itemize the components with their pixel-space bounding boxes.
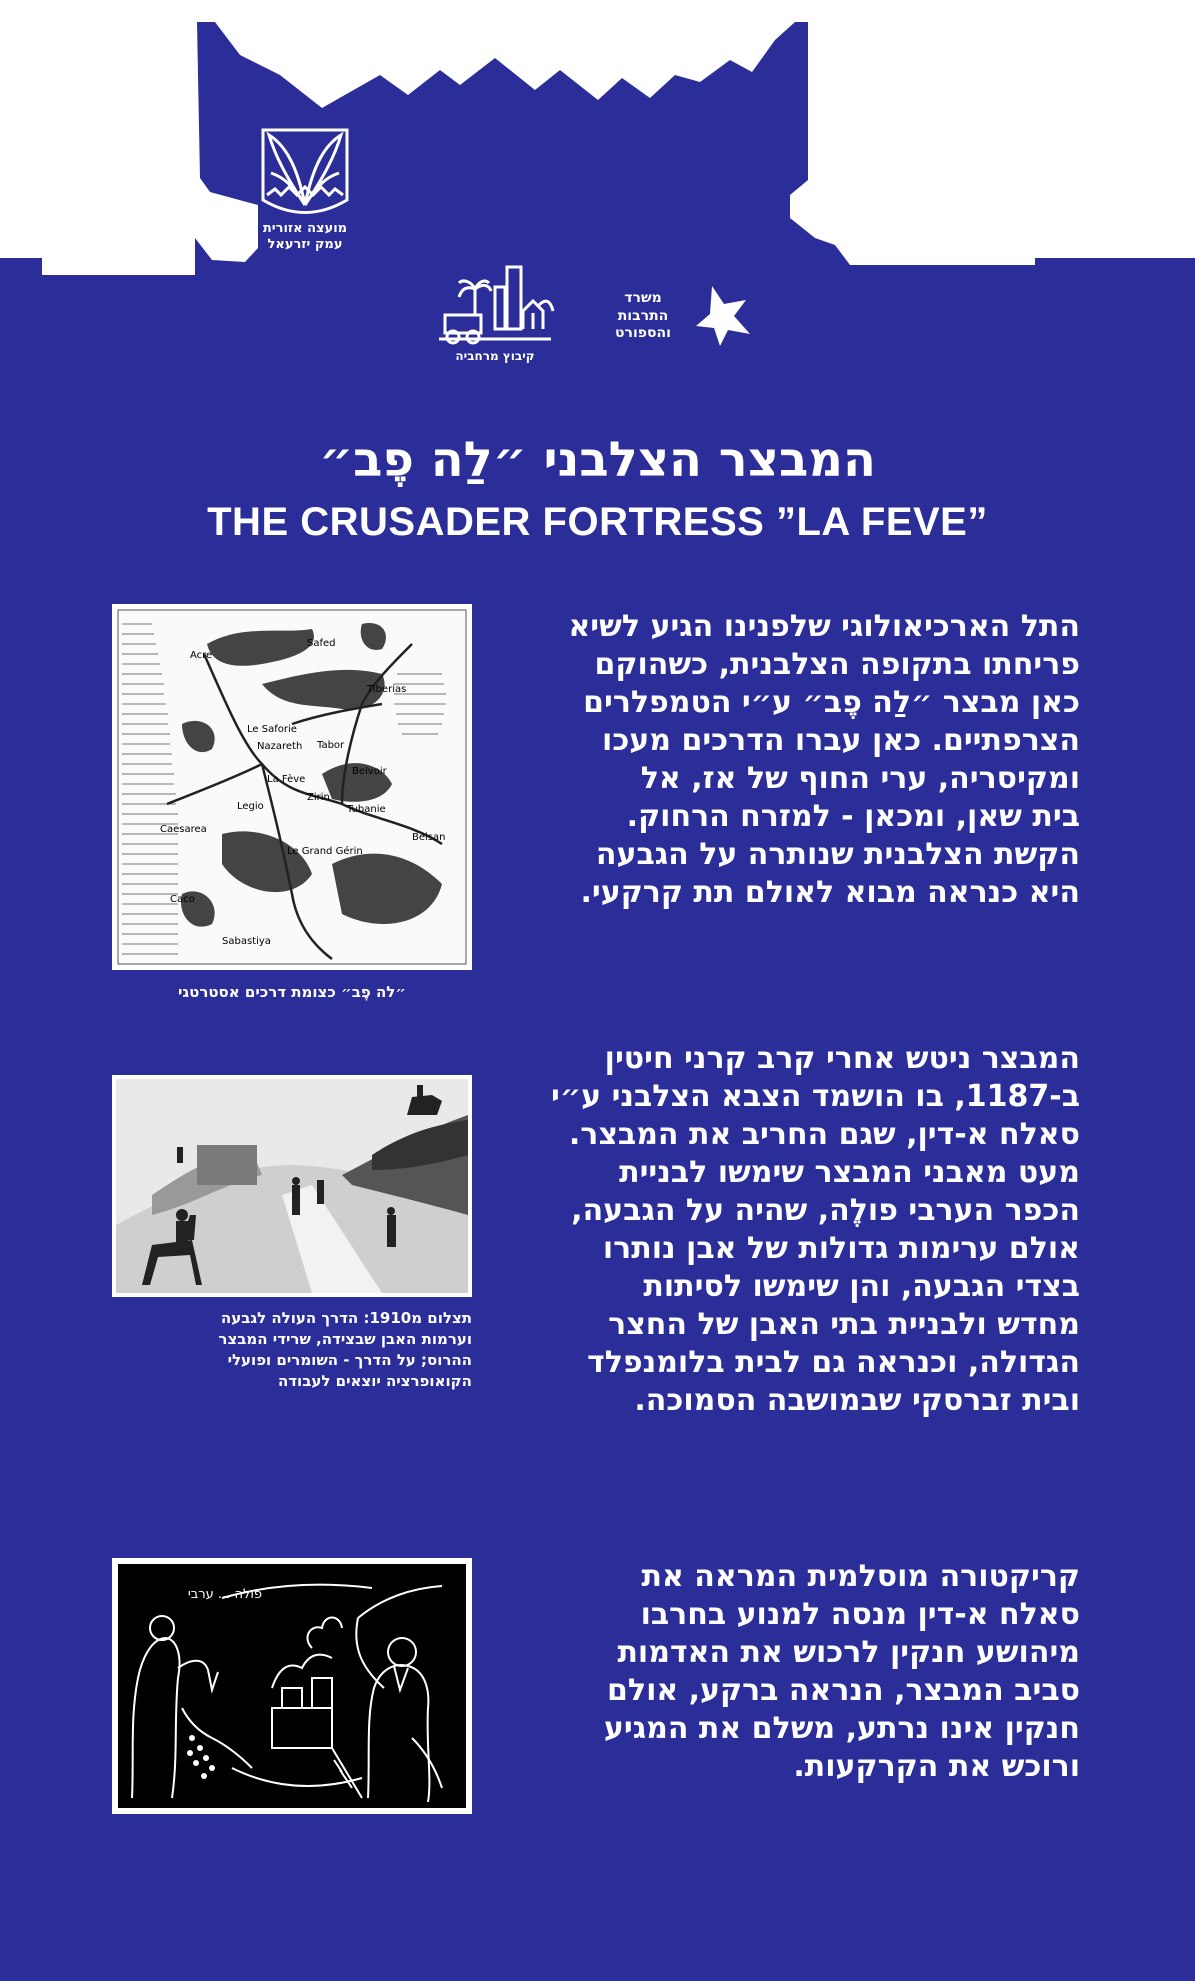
ministry-line2: התרבות — [617, 307, 669, 324]
map-label: Tiberias — [367, 684, 407, 695]
castle-icon — [835, 108, 965, 200]
paragraph-3-line: קריקטורה מוסלמית המראה את — [641, 1559, 1080, 1594]
paragraph-2-line: ובית זברסקי שבמושבה הסמוכה. — [634, 1383, 1080, 1418]
map-image — [112, 604, 472, 970]
photo-caption-line: הקואופרציה יוצאים לעבודה — [277, 1372, 472, 1390]
map-label: Safed — [307, 638, 336, 649]
photo-caption-line: תצלום מ1910: הדרך העולה לגבעה — [220, 1309, 472, 1327]
paragraph-1-line: הצרפתיים. כאן עברו הדרכים מעכו — [602, 723, 1080, 758]
cartoon-image — [112, 1558, 472, 1814]
map-label: Sabastiya — [222, 936, 271, 947]
paragraph-3-line: ורוכש את הקרקעות. — [793, 1749, 1080, 1784]
kibbutz-icon — [435, 265, 555, 345]
map-label: Nazareth — [257, 741, 303, 752]
map-label: Caesarea — [160, 824, 207, 835]
map-label: Legio — [237, 801, 264, 812]
map-caption: ״לה פֶב״ כצומת דרכים אסטרטגי — [178, 983, 406, 1001]
paragraph-1-line: כאן מבצר ״לַה פֶב״ ע״י הטמפלרים — [583, 685, 1080, 720]
paragraph-2-line: סאלח א-דין, שגם החריב את המבצר. — [568, 1117, 1080, 1152]
title-hebrew: המבצר הצלבני ״לַה פֶב״ — [319, 432, 876, 488]
butterfly-icon — [255, 125, 355, 217]
map-label: Caco — [170, 894, 195, 905]
paragraph-1-line: היא כנראה מבוא לאולם תת קרקעי. — [580, 875, 1080, 910]
map-label: Belvoir — [352, 766, 387, 777]
paragraph-1-line: בית שאן, ומכאן - למזרח הרחוק. — [626, 799, 1080, 834]
preservation-council-line2: אתרי מורשת בישראל — [836, 224, 964, 240]
paragraph-2-line: אולם ערימות גדולות של אבן נותרו — [602, 1231, 1080, 1266]
paragraph-2-line: הגדולה, וכנראה גם לבית בלומנפלד — [587, 1345, 1080, 1380]
title-english: THE CRUSADER FORTRESS ”LA FEVE” — [207, 500, 988, 544]
paragraph-2 — [520, 1040, 1080, 1420]
historic-photo — [112, 1075, 472, 1297]
preservation-council-logo — [820, 108, 980, 258]
ministry-line1: משרד — [624, 290, 662, 306]
kibbutz-name: קיבוץ מרחביה — [455, 349, 535, 363]
preservation-council-line1: מועצה לשימור — [856, 208, 944, 223]
paragraph-2-line: מעט מאבני המבצר שימשו לבניית — [619, 1155, 1080, 1190]
regional-council-line2: עמק יזרעאל — [267, 237, 343, 253]
paragraph-3-line: סביב המבצר, הנראה ברקע, אולם — [607, 1673, 1080, 1708]
paragraph-3 — [520, 1558, 1080, 1786]
paragraph-1-line: ומקיסריה, ערי החוף של אז, אל — [640, 761, 1080, 796]
kibbutz-logo — [430, 265, 560, 370]
paragraph-2-line: ב-1187, בו הושמד הצבא הצלבני ע״י — [551, 1079, 1080, 1114]
paragraph-3-line: חנקין אינו נרתע, משלם את המגיע — [603, 1711, 1080, 1746]
star-icon — [690, 282, 756, 348]
paragraph-1-line: התל הארכיאולוגי שלפנינו הגיע לשיא — [568, 609, 1080, 644]
paragraph-2-line: בצדי הגבעה, והן שימשו לסיתות — [643, 1269, 1080, 1304]
map-label: Acre — [190, 650, 213, 661]
photo-caption-line: וערמות האבן שבצידה, שרידי המבצר — [218, 1330, 472, 1348]
paragraph-3-line: סאלח א-דין מנסה למנוע בחרבו — [640, 1597, 1080, 1632]
paragraph-1-line: הקשת הצלבנית שנותרה על הגבעה — [595, 837, 1080, 872]
ministry-logo — [598, 280, 758, 360]
photo-caption-line: ההרוס; על הדרך - השומרים ופועלי — [227, 1351, 472, 1369]
cartoon-inscription: פולה ... ערבי — [187, 1587, 262, 1602]
map-label: Le Saforie — [247, 724, 297, 735]
map-label: Tubanie — [347, 804, 386, 815]
photo-caption — [112, 1308, 472, 1392]
paragraph-2-line: המבצר ניטש אחרי קרב קרני חיטין — [604, 1041, 1080, 1076]
map-label: Zirin — [307, 792, 330, 803]
paragraph-1-line: פריחתו בתקופה הצלבנית, כשהוקם — [594, 647, 1080, 682]
paragraph-3-line: מיהושע חנקין לרכוש את האדמות — [617, 1635, 1080, 1670]
paragraph-1 — [520, 608, 1080, 912]
regional-council-logo — [240, 125, 370, 265]
paragraph-2-line: מחדש ולבניית בתי האבן של החצר — [608, 1307, 1080, 1342]
ministry-line3: והספורט — [615, 325, 671, 341]
paragraph-2-line: הכפר הערבי פולֶה, שהיה על הגבעה, — [571, 1193, 1080, 1228]
map-label: La Fève — [267, 774, 306, 785]
regional-council-line1: מועצה אזורית — [262, 221, 348, 236]
map-label: Le Grand Gérin — [287, 846, 363, 857]
map-label: Belsan — [412, 832, 446, 843]
map-label: Tabor — [317, 740, 345, 751]
